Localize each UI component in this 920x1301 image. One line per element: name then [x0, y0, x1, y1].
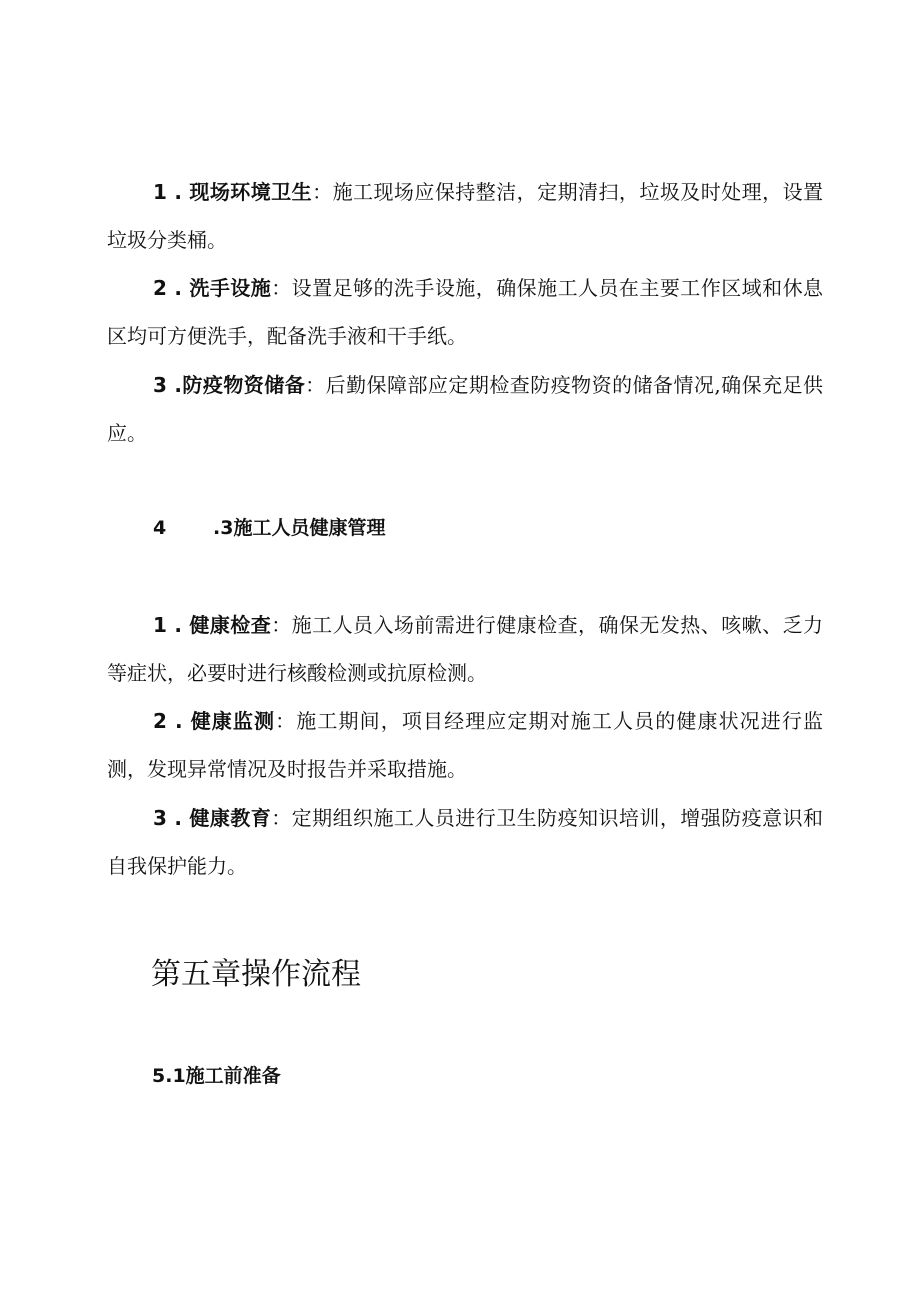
- list-item-health-education: 3 . 健康教育：定期组织施工人员进行卫生防疫知识培训，增强防疫意识和自我保护能力。: [107, 806, 824, 878]
- list-item-supplies: 3 .防疫物资储备：后勤保障部应定期检查防疫物资的储备情况,确保充足供应。: [107, 373, 824, 445]
- item-term: 健康检查: [189, 613, 272, 637]
- item-text: 设置足够的洗手设施，确保施工人员在主要工作区域和休息区均可方便洗手，配备洗手液和干手纸。: [107, 276, 824, 348]
- item-term: 健康教育: [189, 806, 272, 830]
- section-number: 4: [153, 517, 167, 539]
- item-text: 施工现场应保持整洁，定期清扫，垃圾及时处理，设置垃圾分类桶。: [107, 180, 824, 252]
- item-text: 施工期间，项目经理应定期对施工人员的健康状况进行监测，发现异常情况及时报告并采取措施。: [107, 709, 824, 781]
- item-text: 后勤保障部应定期检查防疫物资的储备情况,确保充足供应。: [107, 373, 824, 445]
- section-heading-4-3: [153, 514, 385, 542]
- list-item-health-monitoring: 2 . 健康监测：施工期间，项目经理应定期对施工人员的健康状况进行监测，发现异常情况及时报告并采取措施。: [107, 709, 824, 781]
- item-term: 健康监测: [190, 709, 276, 733]
- list-item-site-hygiene: 1 . 现场环境卫生：施工现场应保持整洁，定期清扫，垃圾及时处理，设置垃圾分类桶。: [107, 180, 824, 252]
- chapter-title: 第五章操作流程: [151, 957, 361, 992]
- item-number: 2: [153, 709, 167, 733]
- section-heading-5-1: 5.1施工前准备: [152, 1065, 281, 1087]
- item-number: 1: [153, 180, 167, 204]
- section-title: .3施工人员健康管理: [213, 517, 386, 539]
- item-number: 3: [153, 806, 167, 830]
- list-item-health-check: 1 . 健康检查：施工人员入场前需进行健康检查，确保无发热、咳嗽、乏力等症状，必要时进行核酸检测或抗原检测。: [107, 613, 824, 685]
- item-number: 2: [153, 276, 167, 300]
- list-item-handwash: 2 . 洗手设施：设置足够的洗手设施，确保施工人员在主要工作区域和休息区均可方便洗手，配备洗手液和干手纸。: [107, 276, 824, 348]
- item-term: 洗手设施: [189, 276, 272, 300]
- item-text: 施工人员入场前需进行健康检查，确保无发热、咳嗽、乏力等症状，必要时进行核酸检测或抗原检测。: [107, 613, 824, 685]
- item-term: 现场环境卫生: [189, 180, 313, 204]
- item-text: 定期组织施工人员进行卫生防疫知识培训，增强防疫意识和自我保护能力。: [107, 806, 824, 878]
- item-number: 1: [153, 613, 167, 637]
- item-term: 防疫物资储备: [181, 373, 306, 397]
- item-number: 3: [153, 373, 167, 397]
